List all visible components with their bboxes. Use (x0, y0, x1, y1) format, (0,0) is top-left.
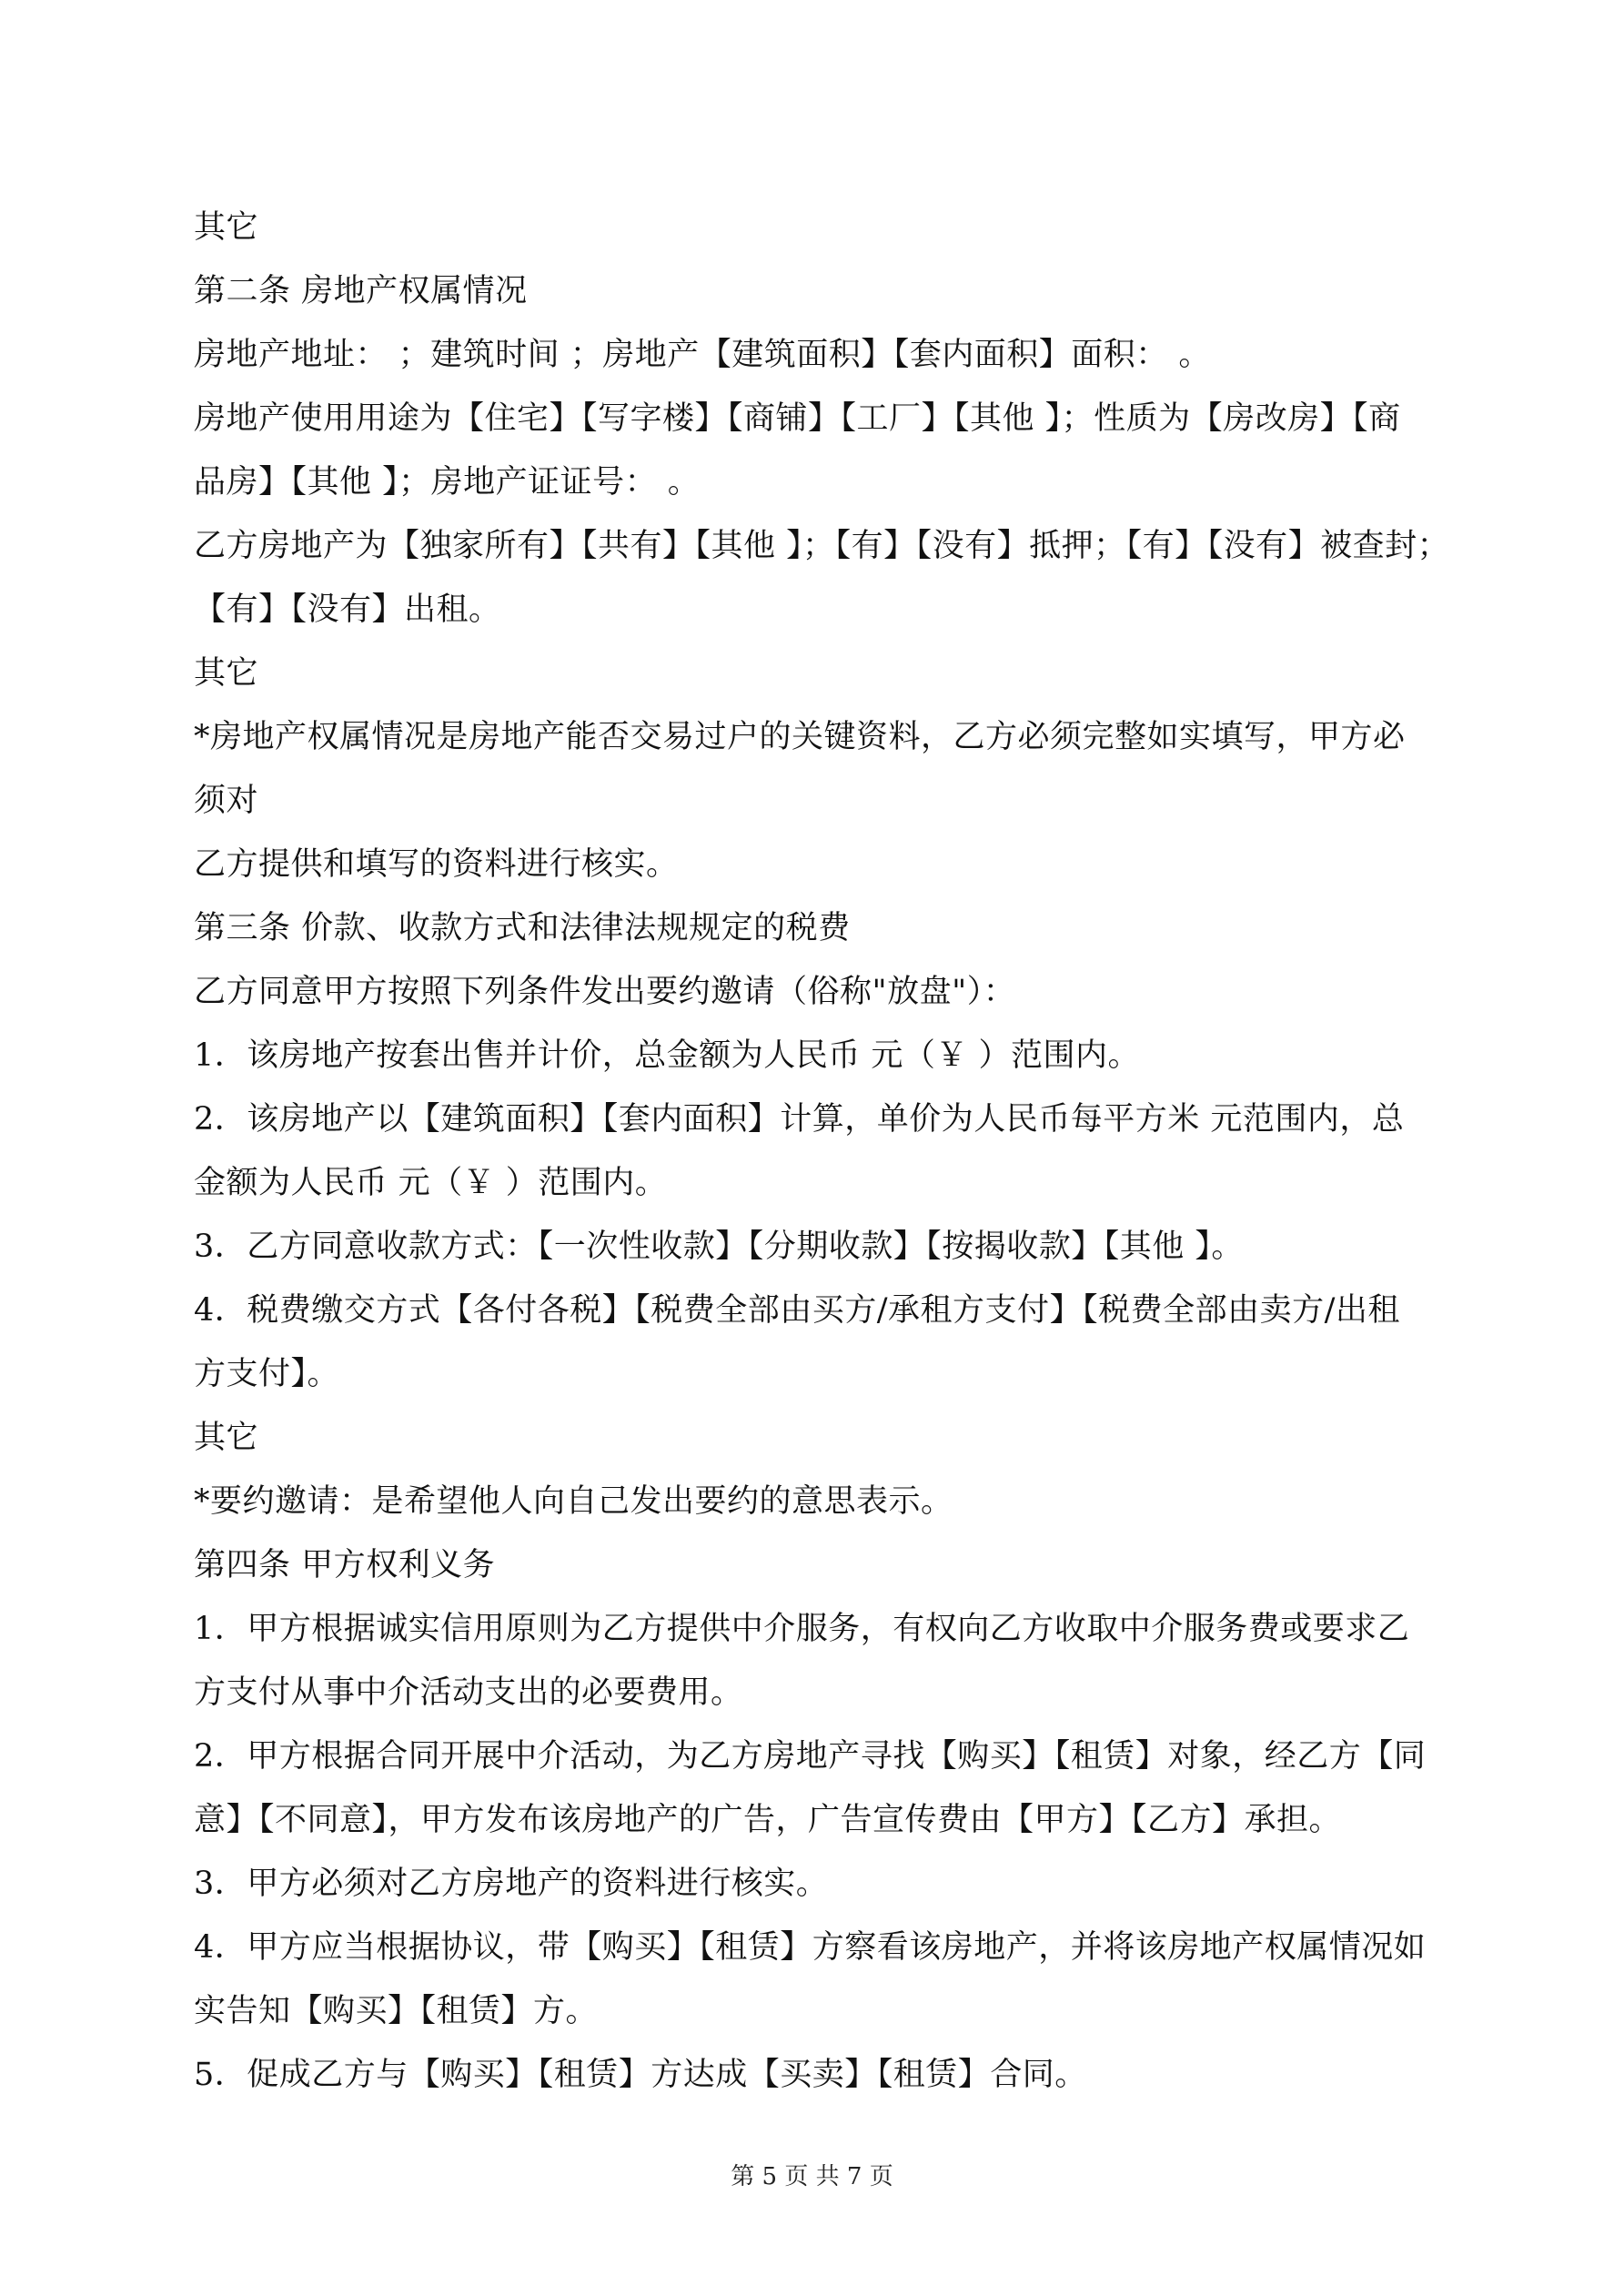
clause-line: 金额为人民币 元（￥ ）范围内。 (194, 1165, 668, 1201)
clause-line: 其它 (194, 1420, 259, 1456)
clause-line: 方支付从事中介活动支出的必要费用。 (194, 1674, 743, 1711)
clause-line: 其它 (194, 655, 259, 692)
clause-line: 2．甲方根据合同开展中介活动，为乙方房地产寻找【购买】【租赁】对象，经乙方【同 (194, 1738, 1427, 1775)
clause-line: 2．该房地产以【建筑面积】【套内面积】计算，单价为人民币每平方米 元范围内，总 (194, 1101, 1405, 1138)
clause-line: 3．甲方必须对乙方房地产的资料进行核实。 (194, 1866, 829, 1902)
clause-line: 5．促成乙方与【购买】【租赁】方达成【买卖】【租赁】合同。 (194, 2057, 1087, 2093)
clause-line: 乙方房地产为【独家所有】【共有】【其他 】；【有】【没有】抵押；【有】【没有】被查封； (194, 528, 1450, 564)
clause-line: 其它 (194, 209, 259, 246)
clause-line: 房地产使用用途为【住宅】【写字楼】【商铺】【工厂】【其他 】；性质为【房改房】【商 (194, 400, 1401, 437)
article-2-heading: 第二条 房地产权属情况 (194, 273, 528, 309)
clause-line: 4．税费缴交方式【各付各税】【税费全部由买方/承租方支付】【税费全部由卖方/出租 (194, 1292, 1400, 1329)
clause-line: 意】【不同意】，甲方发布该房地产的广告，广告宣传费由【甲方】【乙方】承担。 (194, 1802, 1342, 1838)
clause-line: 4．甲方应当根据协议，带【购买】【租赁】方察看该房地产，并将该房地产权属情况如 (194, 1929, 1427, 1966)
article-4-heading: 第四条 甲方权利义务 (194, 1547, 496, 1583)
clause-line: 乙方同意甲方按照下列条件发出要约邀请（俗称"放盘"）： (194, 974, 1016, 1010)
page-number-footer: 第 5 页 共 7 页 (731, 2163, 893, 2190)
clause-line: 方支付】。 (194, 1356, 340, 1392)
note-line: 乙方提供和填写的资料进行核实。 (194, 846, 679, 883)
note-line: 须对 (194, 783, 259, 819)
clause-line: 1．甲方根据诚实信用原则为乙方提供中介服务，有权向乙方收取中介服务费或要求乙 (194, 1611, 1410, 1647)
clause-line: 3．乙方同意收款方式：【一次性收款】【分期收款】【按揭收款】【其他 】。 (194, 1229, 1244, 1265)
clause-line: 品房】【其他 】；房地产证证号： 。 (194, 464, 701, 501)
article-3-heading: 第三条 价款、收款方式和法律法规规定的税费 (194, 910, 851, 946)
clause-line: 房地产地址： ；建筑时间 ；房地产【建筑面积】【套内面积】面积： 。 (194, 337, 1211, 373)
document-body (194, 196, 1450, 2107)
note-line: *房地产权属情况是房地产能否交易过户的关键资料，乙方必须完整如实填写，甲方必 (194, 719, 1406, 755)
clause-line: 1．该房地产按套出售并计价，总金额为人民币 元（￥ ）范围内。 (194, 1037, 1141, 1074)
note-line: *要约邀请：是希望他人向自己发出要约的意思表示。 (194, 1483, 953, 1520)
clause-line: 实告知【购买】【租赁】方。 (194, 1993, 599, 2029)
clause-line: 【有】【没有】出租。 (194, 592, 501, 628)
